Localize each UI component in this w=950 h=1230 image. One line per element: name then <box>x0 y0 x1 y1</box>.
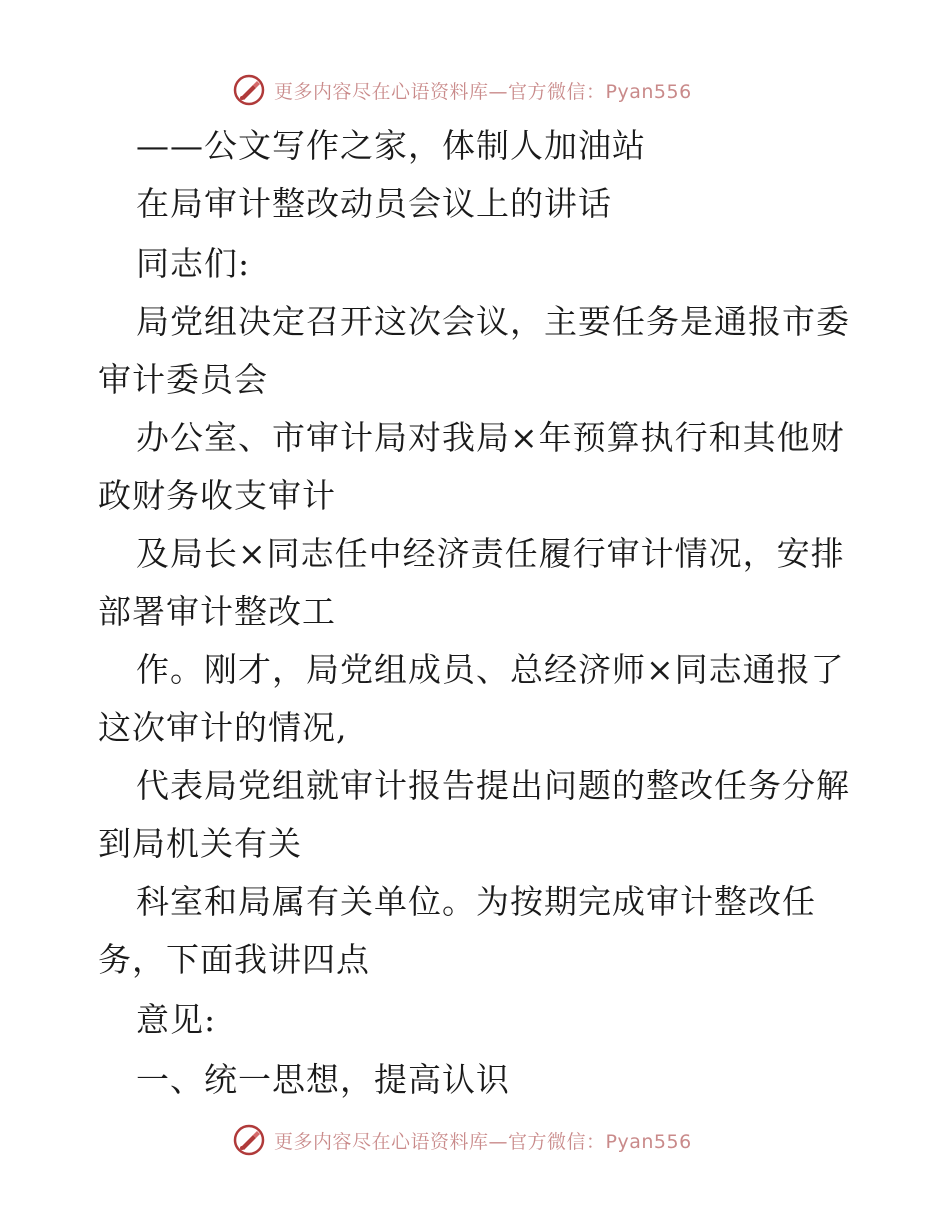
subtitle-line: ——公文写作之家，体制人加油站 <box>136 126 646 165</box>
paragraph-line: 到局机关有关 <box>98 824 302 863</box>
paragraph-line: 务，下面我讲四点 <box>98 940 370 979</box>
paragraph-line: 作。刚才，局党组成员、总经济师×同志通报了 <box>136 650 845 689</box>
paragraph-line: 办公室、市审计局对我局×年预算执行和其他财 <box>136 418 845 457</box>
pen-seal-icon <box>232 1123 266 1157</box>
paragraph-line: 政财务收支审计 <box>98 476 336 515</box>
section-heading: 一、统一思想，提高认识 <box>136 1060 510 1099</box>
header-banner-text: 更多内容尽在心语资料库—官方微信：Pyan556 <box>274 80 692 103</box>
footer-banner-text: 更多内容尽在心语资料库—官方微信：Pyan556 <box>274 1130 692 1153</box>
paragraph-line: 意见: <box>136 1000 217 1039</box>
paragraph-line: 科室和局属有关单位。为按期完成审计整改任 <box>136 882 816 921</box>
paragraph-line: 这次审计的情况, <box>98 708 348 747</box>
header-banner <box>232 72 692 108</box>
document-title: 在局审计整改动员会议上的讲话 <box>136 184 612 223</box>
paragraph-line: 局党组决定召开这次会议，主要任务是通报市委 <box>136 302 850 341</box>
paragraph-line: 及局长×同志任中经济责任履行审计情况，安排 <box>136 534 845 573</box>
paragraph-line: 部署审计整改工 <box>98 592 336 631</box>
salutation: 同志们: <box>136 244 251 283</box>
pen-seal-icon <box>232 73 266 107</box>
paragraph-line: 审计委员会 <box>98 360 268 399</box>
paragraph-line: 代表局党组就审计报告提出问题的整改任务分解 <box>136 766 850 805</box>
footer-banner <box>232 1122 692 1158</box>
